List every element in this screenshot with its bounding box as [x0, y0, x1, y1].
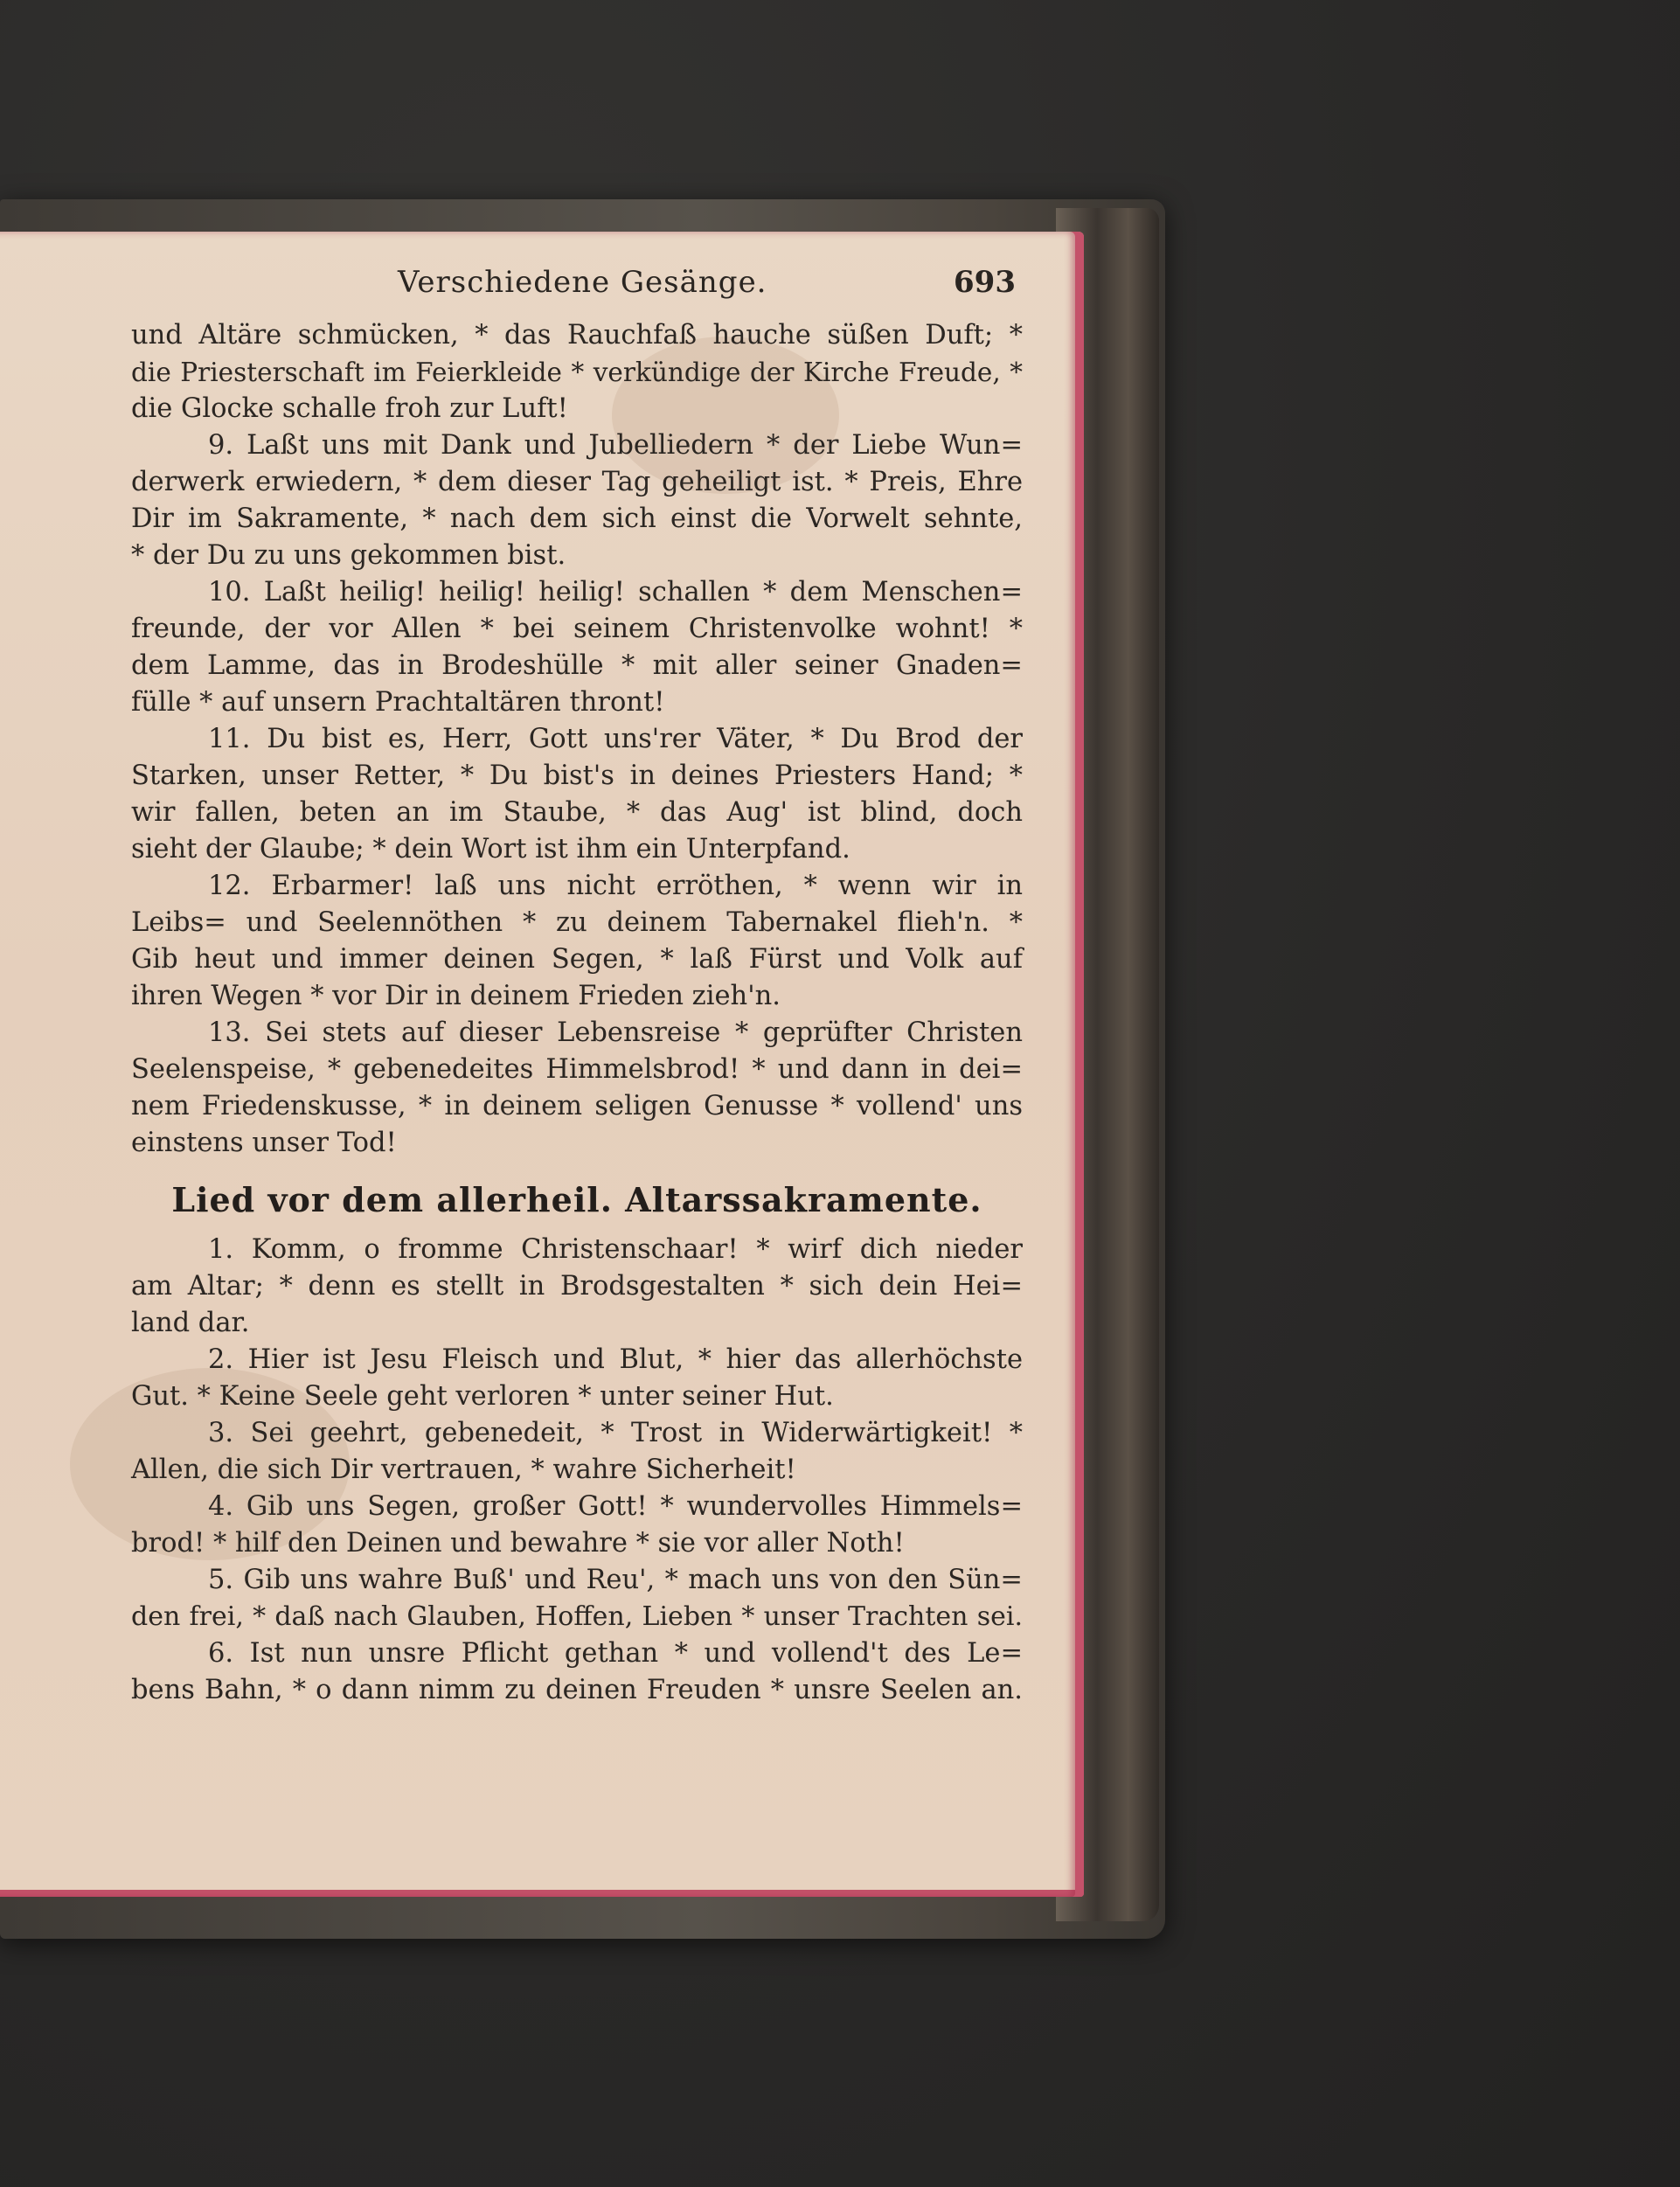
text-line: Gut. * Keine Seele geht verloren * unter seiner Hut.: [131, 1381, 834, 1412]
text-line: Seelenspeise, * gebenedeites Himmelsbrod! * und dann in dei=: [131, 1054, 1023, 1085]
text-line: die Glocke schalle froh zur Luft!: [131, 393, 568, 424]
hymn-verse-4: [131, 1489, 1023, 1562]
running-head: [131, 256, 1023, 317]
continuation-verse: [131, 317, 1023, 427]
page-number: 693: [954, 265, 1016, 300]
hymn-verse-2: [131, 1342, 1023, 1415]
text-line: wir fallen, beten an im Staube, * das Aug' ist blind, doch: [131, 797, 1023, 828]
verse-12: [131, 868, 1023, 1015]
text-line: bens Bahn, * o dann nimm zu deinen Freuden * unsre Seelen an.: [131, 1675, 1023, 1705]
verse-9: [131, 427, 1023, 574]
page-content: [131, 256, 1023, 1709]
body-text: [131, 317, 1023, 1709]
hymn-verse-5: [131, 1562, 1023, 1635]
text-line: Dir im Sakramente, * nach dem sich einst die Vorwelt sehnte,: [131, 503, 1023, 534]
text-line: 5. Gib uns wahre Buß' und Reu', * mach uns von den Sün=: [208, 1565, 1023, 1595]
text-line: 9. Laßt uns mit Dank und Jubelliedern * der Liebe Wun=: [208, 430, 1023, 461]
text-line: 12. Erbarmer! laß uns nicht erröthen, * wenn wir in: [208, 871, 1023, 901]
text-line: dem Lamme, das in Brodeshülle * mit aller seiner Gnaden=: [131, 650, 1023, 681]
text-line: 3. Sei geehrt, gebenedeit, * Trost in Widerwärtigkeit! *: [208, 1418, 1023, 1448]
text-line: und Altäre schmücken, * das Rauchfaß hauche süßen Duft; *: [131, 320, 1023, 351]
text-line: Starken, unser Retter, * Du bist's in deines Priesters Hand; *: [131, 760, 1023, 791]
text-line: Leibs= und Seelennöthen * zu deinem Tabernakel flieh'n. *: [131, 907, 1023, 938]
text-line: einstens unser Tod!: [131, 1128, 397, 1158]
hymn-verse-3: [131, 1415, 1023, 1489]
text-line: 10. Laßt heilig! heilig! heilig! schallen * dem Menschen=: [208, 577, 1023, 608]
verse-10: [131, 574, 1023, 721]
text-line: 6. Ist nun unsre Pflicht gethan * und vollend't des Le=: [208, 1638, 1023, 1669]
verse-11: [131, 721, 1023, 868]
book-page: [0, 232, 1084, 1897]
text-line: die Priesterschaft im Feierkleide * verkündige der Kirche Freude, *: [131, 358, 1023, 387]
text-line: 2. Hier ist Jesu Fleisch und Blut, * hier das allerhöchste: [208, 1344, 1023, 1375]
text-line: nem Friedenskusse, * in deinem seligen Genusse * vollend' uns: [131, 1091, 1023, 1121]
text-line: derwerk erwiedern, * dem dieser Tag geheiligt ist. * Preis, Ehre: [131, 467, 1023, 497]
hymn-title: Lied vor dem allerheil. Altarssakramente.: [171, 1180, 982, 1219]
text-line: am Altar; * denn es stellt in Brodsgestalten * sich dein Hei=: [131, 1271, 1023, 1302]
text-line: fülle * auf unsern Prachtaltären thront!: [131, 687, 665, 718]
text-line: 1. Komm, o fromme Christenschaar! * wirf dich nieder: [208, 1234, 1023, 1265]
text-line: 4. Gib uns Segen, großer Gott! * wundervolles Himmels=: [208, 1491, 1023, 1522]
text-line: land dar.: [131, 1308, 250, 1338]
verse-13: [131, 1015, 1023, 1162]
text-line: brod! * hilf den Deinen und bewahre * sie vor aller Noth!: [131, 1528, 905, 1559]
hymn-verse-6: [131, 1635, 1023, 1709]
running-title: Verschiedene Gesänge.: [398, 265, 767, 300]
text-line: 13. Sei stets auf dieser Lebensreise * geprüfter Christen: [208, 1017, 1023, 1048]
text-line: sieht der Glaube; * dein Wort ist ihm ein Unterpfand.: [131, 834, 850, 864]
hymn-verse-1: [131, 1232, 1023, 1342]
text-line: ihren Wegen * vor Dir in deinem Frieden zieh'n.: [131, 981, 781, 1011]
text-line: * der Du zu uns gekommen bist.: [131, 540, 566, 571]
text-line: Gib heut und immer deinen Segen, * laß Fürst und Volk auf: [131, 944, 1023, 975]
text-line: den frei, * daß nach Glauben, Hoffen, Lieben * unser Trachten sei.: [131, 1601, 1023, 1632]
text-line: freunde, der vor Allen * bei seinem Christenvolke wohnt! *: [131, 614, 1023, 644]
text-line: Allen, die sich Dir vertrauen, * wahre Sicherheit!: [131, 1455, 796, 1485]
text-line: 11. Du bist es, Herr, Gott uns'rer Väter, * Du Brod der: [208, 724, 1023, 754]
